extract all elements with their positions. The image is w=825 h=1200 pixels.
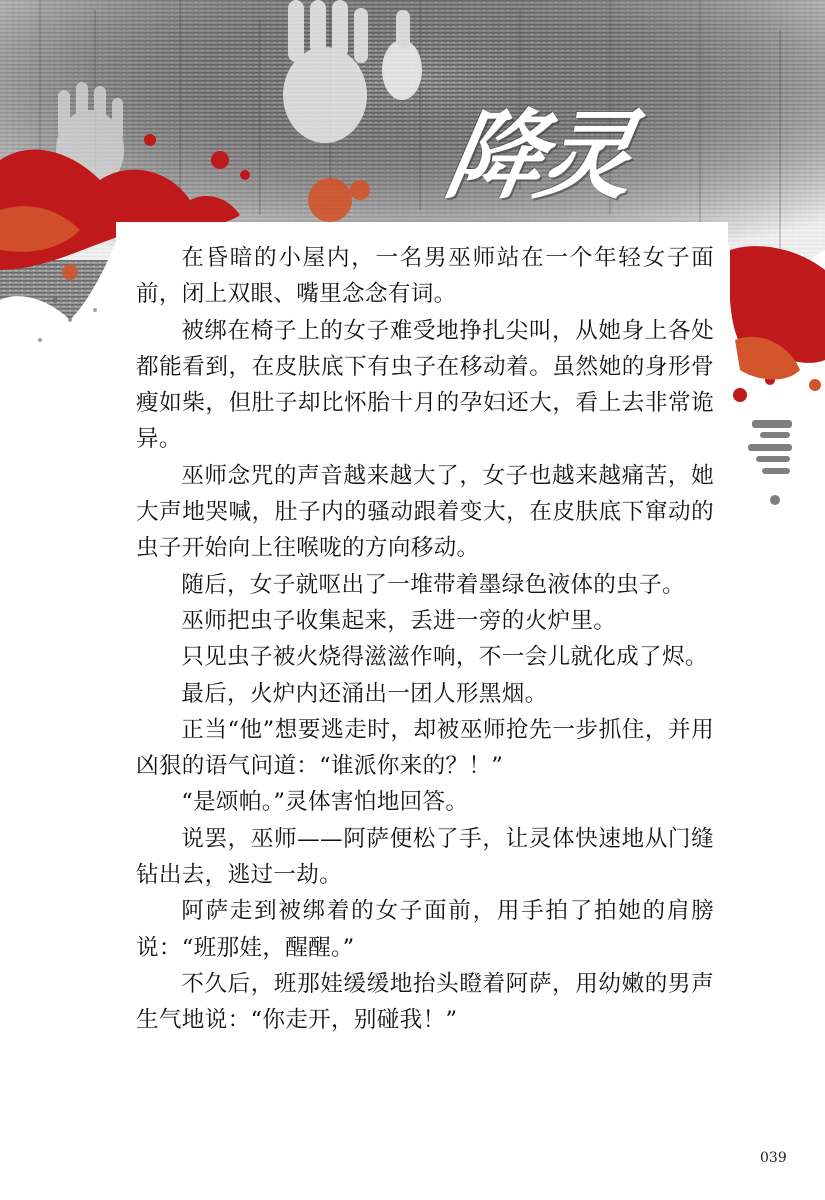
paragraph: 被绑在椅子上的女子难受地挣扎尖叫，从她身上各处都能看到，在皮肤底下有虫子在移动着。虽然她的身形骨瘦如柴，但肚子却比怀胎十月的孕妇还大，看上去非常诡异。: [136, 317, 714, 453]
paragraph: 不久后，班那娃缓缓地抬头瞪着阿萨，用幼嫩的男声生气地说：“你走开，别碰我！”: [136, 970, 714, 1034]
paragraph: 巫师把虫子收集起来，丢进一旁的火炉里。: [181, 607, 617, 634]
paragraph: 说罢，巫师——阿萨便松了手，让灵体快速地从门缝钻出去，逃过一劫。: [136, 825, 714, 889]
page-number: 039: [760, 1150, 787, 1166]
paragraph: 正当“他”想要逃走时，却被巫师抢先一步抓住，并用凶狠的语气问道：“谁派你来的？！”: [136, 716, 714, 780]
paragraph: 巫师念咒的声音越来越大了，女子也越来越痛苦，她大声地哭喊，肚子内的骚动跟着变大，在皮肤底下窜动的虫子开始向上往喉咙的方向移动。: [136, 462, 714, 562]
paragraph: 随后，女子就呕出了一堆带着墨绿色液体的虫子。: [181, 571, 685, 598]
paragraph: 阿萨走到被绑着的女子面前，用手拍了拍她的肩膀说：“班那娃，醒醒。”: [136, 898, 714, 961]
story-body: [136, 240, 714, 1039]
paragraph: 只见虫子被火烧得滋滋作响，不一会儿就化成了烬。: [181, 644, 708, 671]
paragraph: 最后，火炉内还涌出一团人形黑烟。: [181, 680, 548, 707]
chapter-title: 降灵: [438, 99, 639, 212]
paragraph: 在昏暗的小屋内，一名男巫师站在一个年轻女子面前，闭上双眼、嘴里念念有词。: [136, 245, 714, 308]
paragraph: “是颂帕。”灵体害怕地回答。: [181, 789, 469, 816]
